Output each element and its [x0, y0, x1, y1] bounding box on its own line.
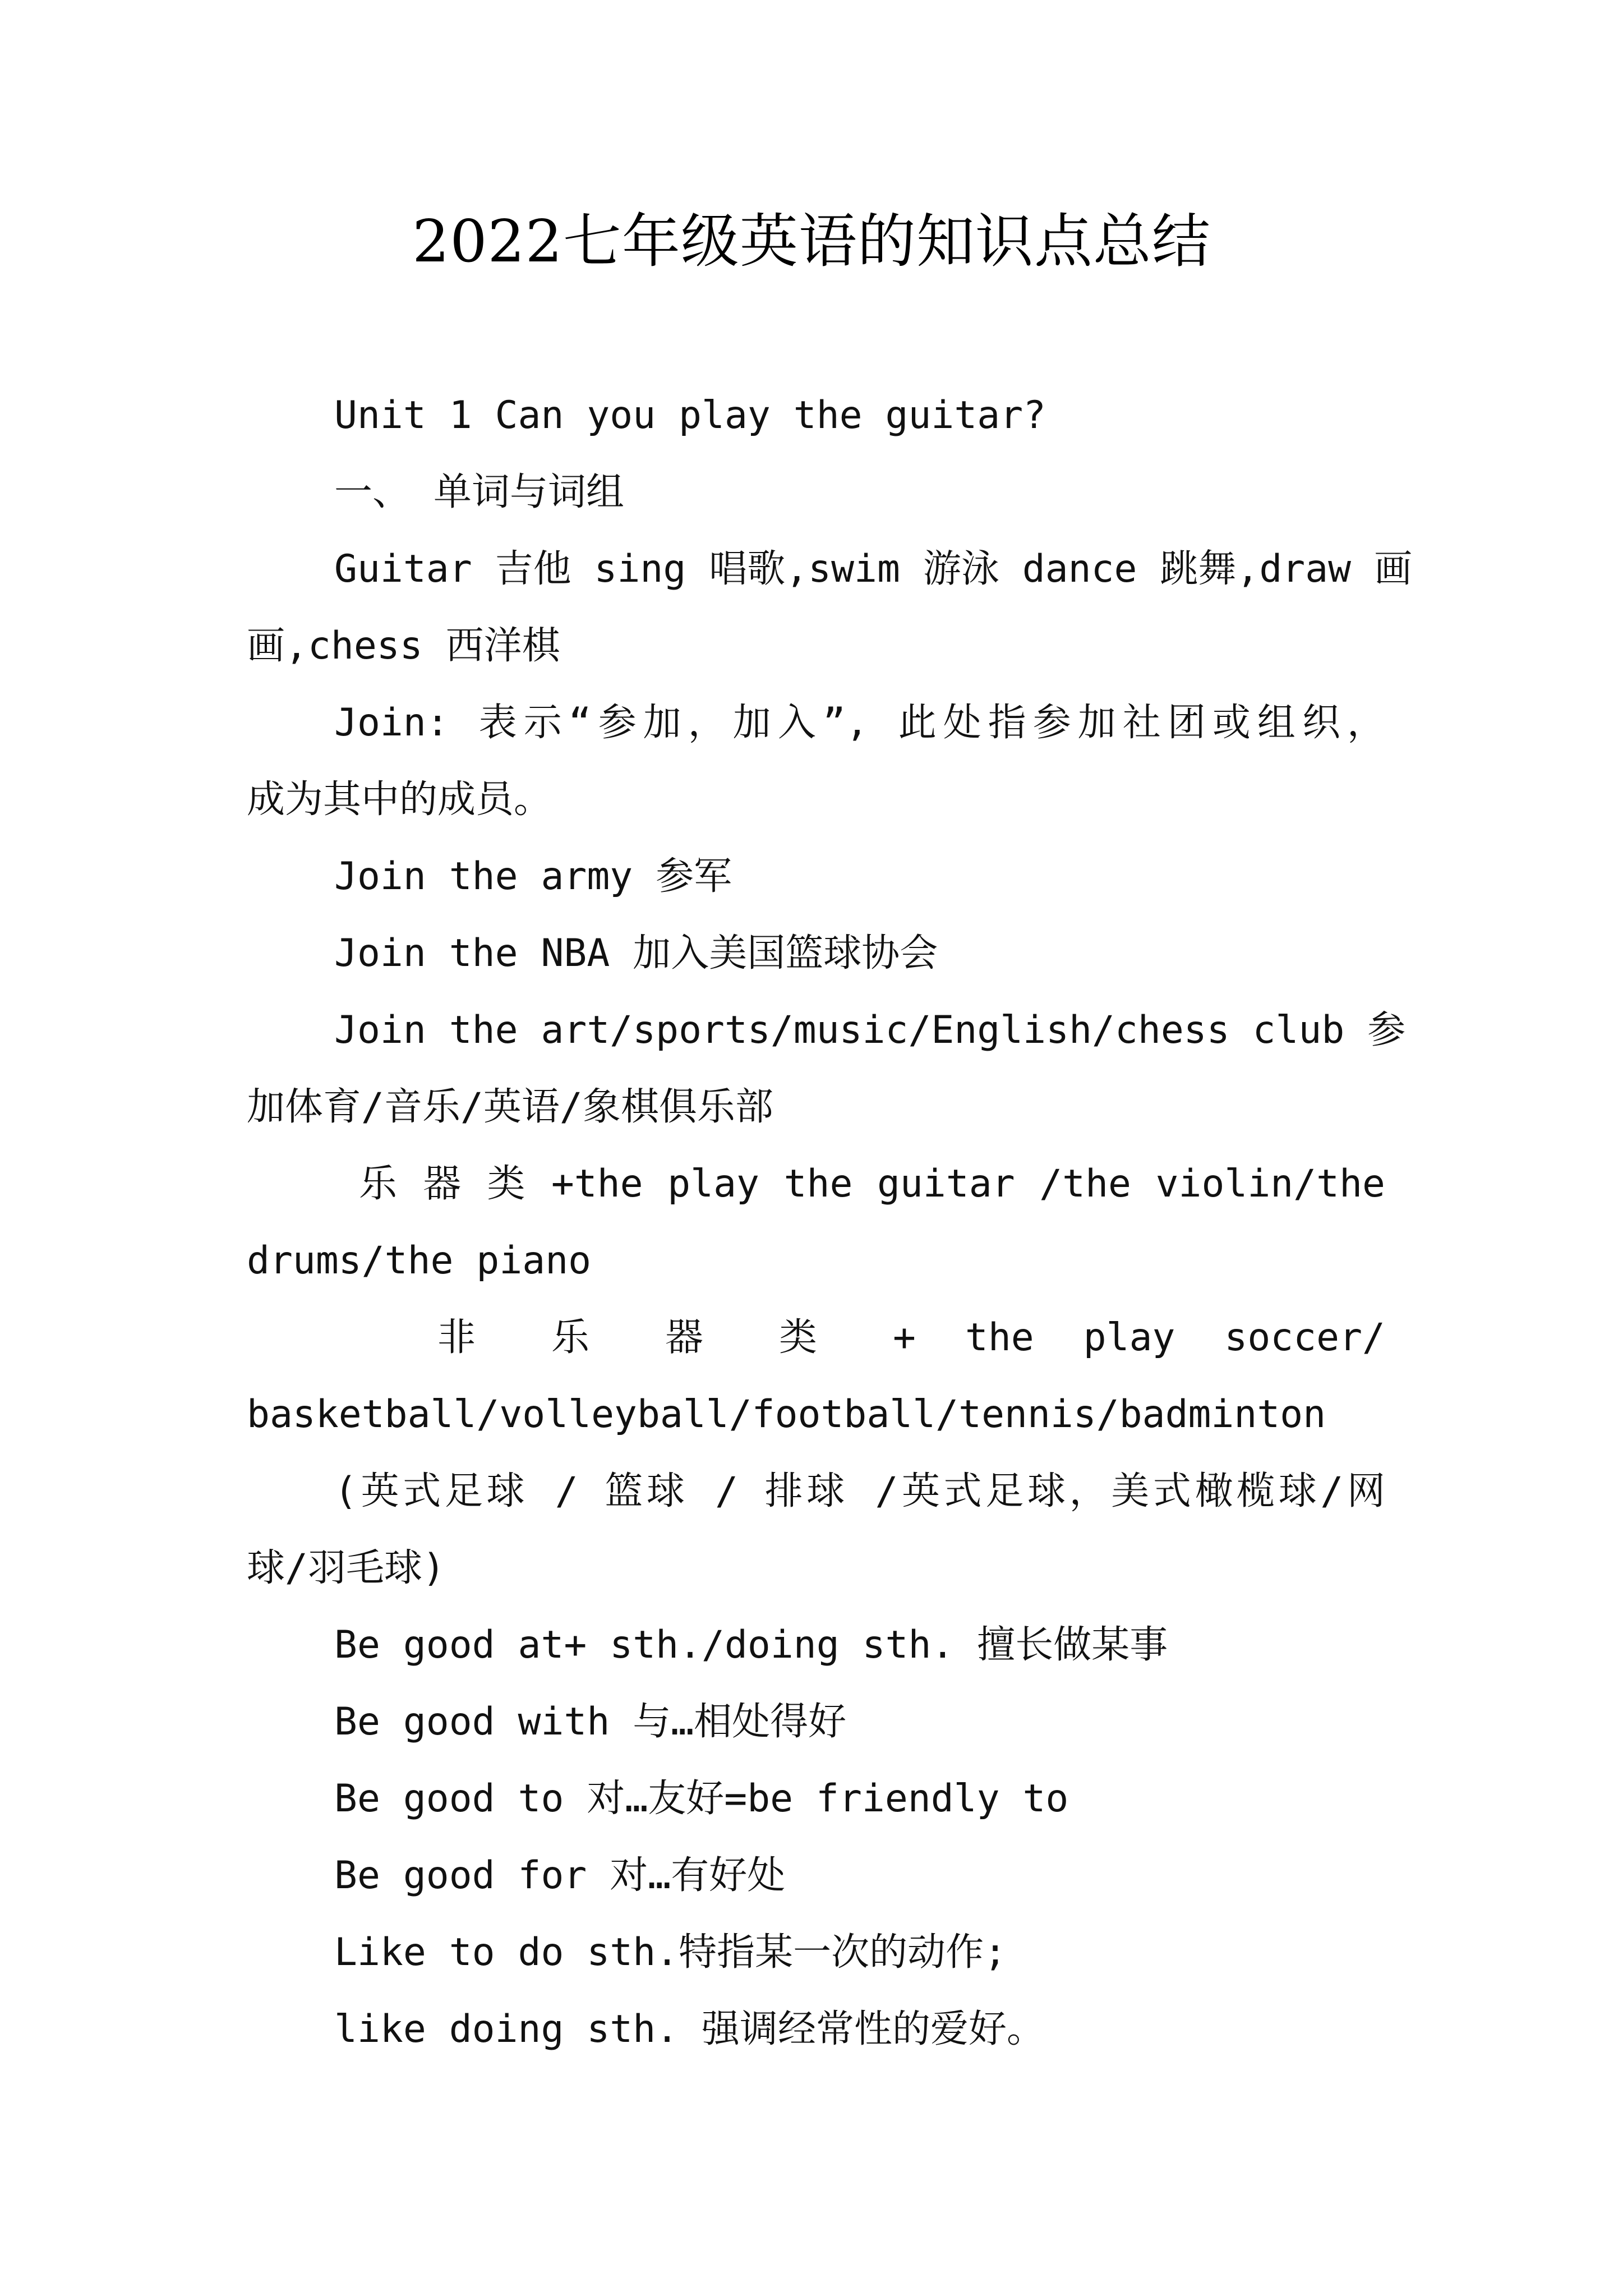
paragraph-line: Guitar 吉他 sing 唱歌,swim 游泳 dance 跳舞,draw 画 — [334, 547, 1413, 591]
unit-heading: Unit 1 Can you play the guitar? — [334, 393, 1046, 438]
paragraph-line: 成为其中的成员。 — [247, 777, 552, 822]
paragraph-line: Be good for 对…有好处 — [334, 1853, 786, 1898]
paragraph-line: Join the NBA 加入美国篮球协会 — [334, 931, 938, 976]
paragraph-line: basketball/volleyball/football/tennis/badminton — [247, 1392, 1326, 1437]
paragraph-line: Join the army 参军 — [334, 854, 732, 899]
paragraph-line: Like to do sth.特指某一次的动作; — [334, 1930, 1007, 1975]
paragraph-line: Be good with 与…相处得好 — [334, 1700, 847, 1744]
paragraph-line: (英式足球 / 篮球 / 排球 /英式足球，美式橄榄球/网 — [334, 1469, 1385, 1513]
paragraph-line: Be good to 对…友好=be friendly to — [334, 1777, 1069, 1821]
paragraph-line: Join the art/sports/music/English/chess club 参 — [334, 1008, 1406, 1052]
paragraph-line: like doing sth. 强调经常性的爱好。 — [334, 2007, 1045, 2051]
paragraph-line: 非 乐 器 类 + the play soccer/ — [437, 1315, 1385, 1360]
paragraph-line: 加体育/音乐/英语/象棋俱乐部 — [247, 1085, 773, 1129]
paragraph-line: Be good at+ sth./doing sth. 擅长做某事 — [334, 1623, 1168, 1667]
paragraph-line: 画,chess 西洋棋 — [247, 624, 560, 668]
paragraph-line: 球/羽毛球) — [247, 1546, 445, 1590]
section-heading: 一、 单词与词组 — [334, 470, 624, 514]
paragraph-line: drums/the piano — [247, 1239, 592, 1283]
document-body — [247, 377, 1413, 2068]
paragraph-line: 乐 器 类 +the play the guitar /the violin/the — [359, 1162, 1385, 1206]
paragraph-line: Join: 表示“参加，加入”, 此处指参加社团或组织， — [334, 701, 1385, 745]
document-title: 2022七年级英语的知识点总结 — [412, 207, 1211, 275]
